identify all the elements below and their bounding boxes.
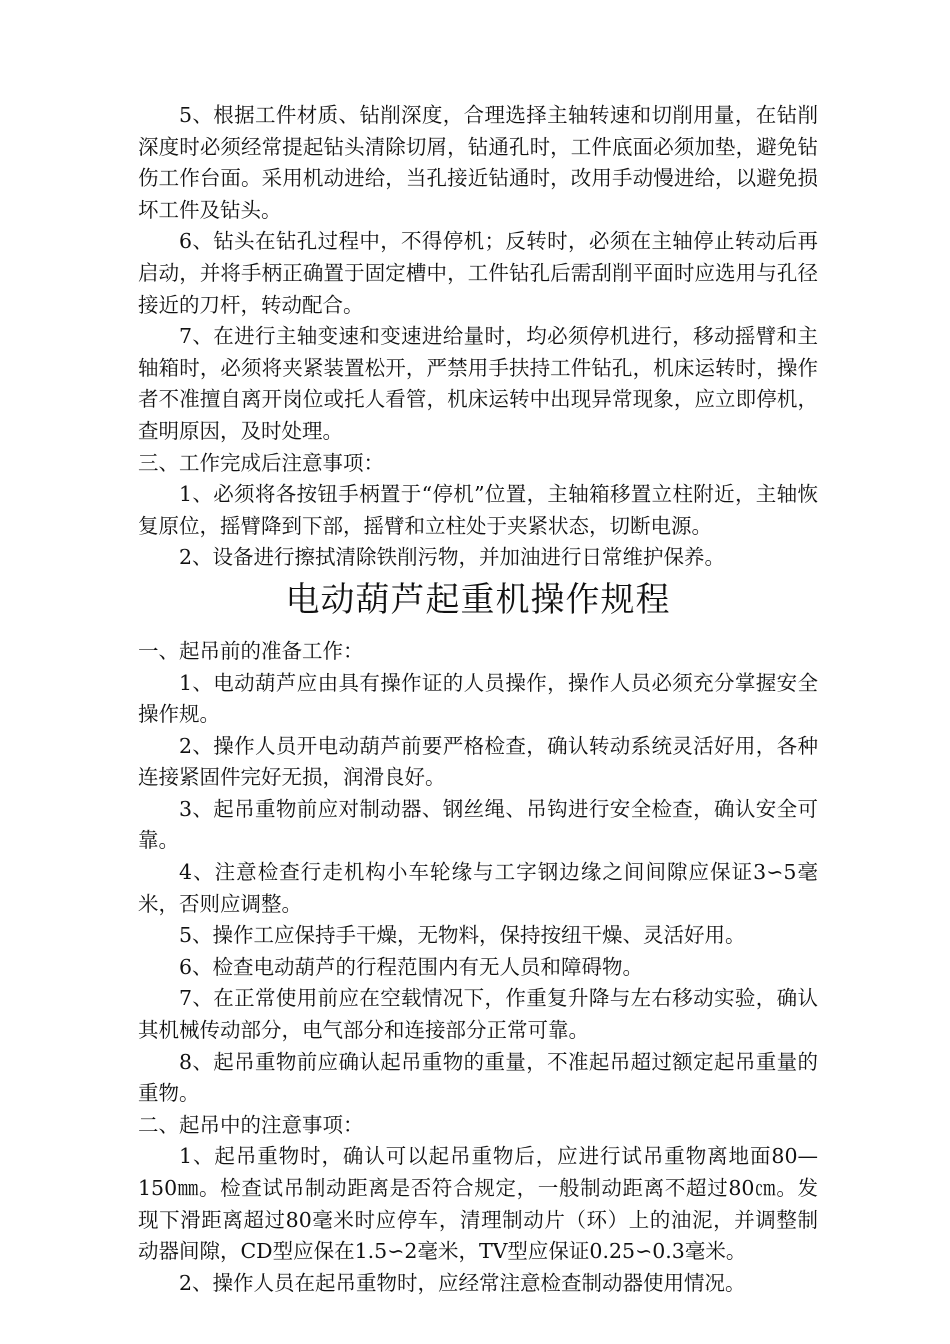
- document-page: [138, 100, 818, 1299]
- paragraph-before-lifting-item-6: 6、检查电动葫芦的行程范围内有无人员和障碍物。: [179, 954, 644, 979]
- paragraph-drill-item-7: 7、在进行主轴变速和变速进给量时，均必须停机进行，移动摇臂和主轴箱时，必须将夹紧装置松开，严禁用手扶持工件钻孔，机床运转时，操作者不准擅自离开岗位或托人看管，机床运转中出现异常现象，应立即停机，查明原因，及时处理。: [138, 324, 818, 443]
- paragraph-drill-item-5: 5、根据工件材质、钻削深度，合理选择主轴转速和切削用量，在钻削深度时必须经常提起钻头清除切屑，钻通孔时，工件底面必须加垫，避免钻伤工作台面。采用机动进给，当孔接近钻通时，改用手动慢进给，以避免损坏工件及钻头。: [138, 103, 818, 222]
- paragraph-before-lifting-item-7: 7、在正常使用前应在空载情况下，作重复升降与左右移动实验，确认其机械传动部分，电气部分和连接部分正常可靠。: [138, 986, 818, 1043]
- paragraph-before-lifting-item-2: 2、操作人员开电动葫芦前要严格检查，确认转动系统灵活好用，各种连接紧固件完好无损，润滑良好。: [138, 733, 818, 790]
- paragraph-after-work-item-1: 1、必须将各按钮手柄置于“停机”位置，主轴箱移置立柱附近，主轴恢复原位，摇臂降到下部，摇臂和立柱处于夹紧状态，切断电源。: [138, 482, 818, 538]
- paragraph-drill-item-6: 6、钻头在钻孔过程中，不得停机；反转时，必须在主轴停止转动后再启动，并将手柄正确置于固定槽中，工件钻孔后需刮削平面时应选用与孔径接近的刀杆，转动配合。: [138, 229, 818, 317]
- paragraph-after-work-item-2: 2、设备进行擦拭清除铁削污物，并加油进行日常维护保养。: [179, 545, 726, 570]
- paragraph-before-lifting-item-1: 1、电动葫芦应由具有操作证的人员操作，操作人员必须充分掌握安全操作规。: [138, 670, 818, 727]
- paragraph-before-lifting-item-3: 3、起吊重物前应对制动器、钢丝绳、吊钩进行安全检查，确认安全可靠。: [138, 796, 818, 853]
- title-spacer: [138, 626, 818, 636]
- document-title: 电动葫芦起重机操作规程: [285, 579, 671, 620]
- paragraph-before-lifting-item-5: 5、操作工应保持手干燥，无物料，保持按纽干燥、灵活好用。: [179, 923, 746, 948]
- section-heading-after-work: 三、工作完成后注意事项：: [138, 450, 384, 475]
- section-heading-during-lifting: 二、起吊中的注意事项：: [138, 1112, 364, 1137]
- paragraph-during-lifting-item-1: 1、起吊重物时，确认可以起吊重物后，应进行试吊重物离地面80—150㎜。检查试吊制动距离是否符合规定，一般制动距离不超过80㎝。发现下滑距离超过80毫米时应停车，清理制动片（环）上的油泥，并调整制动器间隙，CD型应保在1.5∽2毫米，TV型应保证0.25∽0.3毫米。: [138, 1144, 818, 1264]
- paragraph-before-lifting-item-8: 8、起吊重物前应确认起吊重物的重量，不准起吊超过额定起吊重量的重物。: [138, 1049, 818, 1106]
- section-heading-before-lifting: 一、起吊前的准备工作：: [138, 638, 364, 663]
- paragraph-during-lifting-item-2: 2、操作人员在起吊重物时，应经常注意检查制动器使用情况。: [179, 1270, 746, 1295]
- paragraph-before-lifting-item-4: 4、注意检查行走机构小车轮缘与工字钢边缘之间间隙应保证3∽5毫米，否则应调整。: [138, 860, 818, 916]
